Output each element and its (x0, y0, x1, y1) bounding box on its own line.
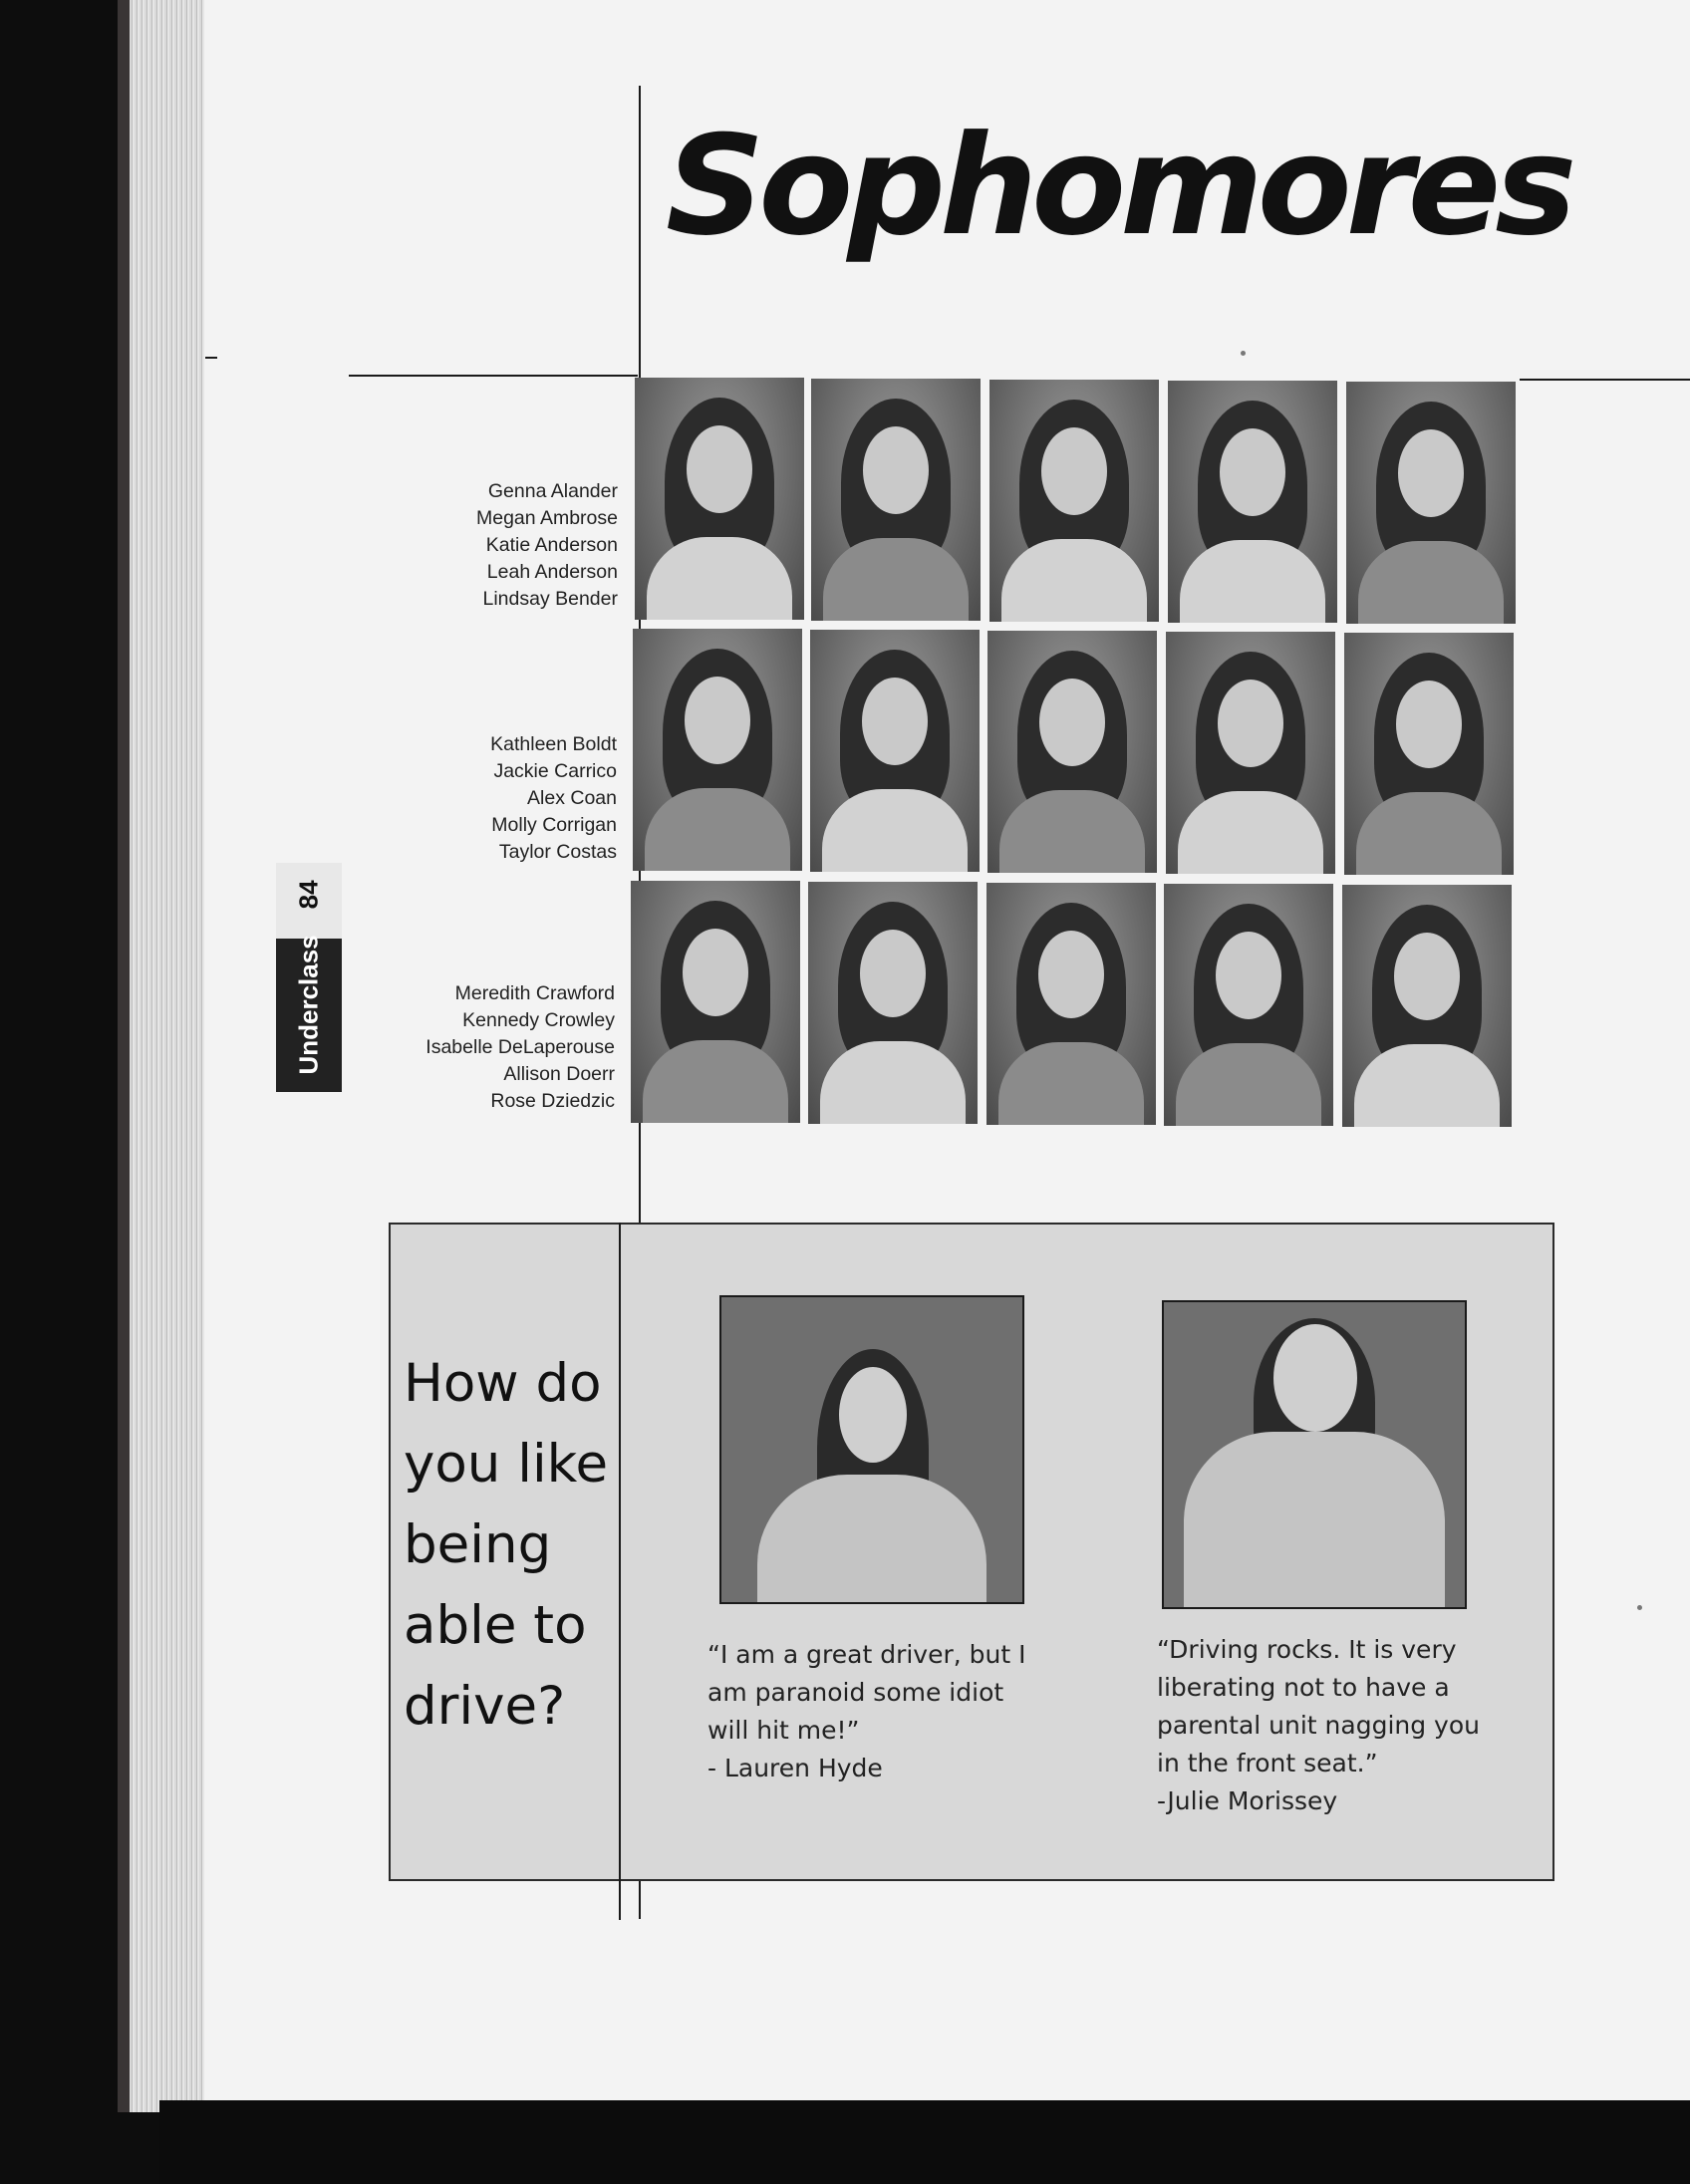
student-portrait (635, 378, 804, 620)
student-name: Megan Ambrose (476, 507, 618, 529)
student-portrait (633, 629, 802, 871)
student-name: Jackie Carrico (493, 760, 617, 782)
page-number: 84 (293, 880, 324, 910)
student-portrait (808, 882, 978, 1124)
student-portrait (1342, 885, 1512, 1127)
student-name: Alex Coan (527, 787, 617, 809)
student-portrait (986, 883, 1156, 1125)
quote-attribution: -Julie Morissey (1157, 1786, 1338, 1815)
quote-text: “Driving rocks. It is very liberating not to have a parental unit nagging you in the front seat.” (1157, 1635, 1480, 1777)
student-portrait (987, 631, 1157, 873)
student-portrait (1344, 633, 1514, 875)
feature-question: How do you like being able to drive? (404, 1353, 609, 1737)
candid-photo-julie-morissey (1162, 1300, 1467, 1609)
student-portrait (1164, 884, 1333, 1126)
candid-photo-lauren-hyde (719, 1295, 1024, 1604)
rule-title-horizontal-right (1520, 379, 1690, 381)
student-name: Meredith Crawford (454, 982, 615, 1004)
quote-text: “I am a great driver, but I am paranoid some idiot will hit me!” (707, 1640, 1026, 1745)
student-portrait (810, 630, 980, 872)
names-row-1 (289, 478, 618, 613)
student-portrait (1166, 632, 1335, 874)
rule-margin-tick (205, 357, 217, 359)
student-name: Genna Alander (487, 480, 618, 502)
student-name: Molly Corrigan (491, 814, 617, 836)
quote-attribution: - Lauren Hyde (707, 1754, 883, 1782)
names-row-2 (288, 731, 617, 866)
student-name: Kathleen Boldt (490, 733, 617, 755)
section-label: Underclass (293, 935, 324, 1075)
student-portrait (1346, 382, 1516, 624)
student-name: Taylor Costas (498, 841, 617, 863)
page-title: Sophomores (666, 106, 1571, 266)
student-name: Leah Anderson (486, 561, 618, 583)
student-portrait (989, 380, 1159, 622)
names-row-3 (286, 980, 615, 1115)
student-portrait (1168, 381, 1337, 623)
speck (1637, 1605, 1642, 1610)
scan-bottom-band (159, 2100, 1690, 2184)
quote-2 (1157, 1631, 1501, 1820)
speck (1241, 351, 1246, 356)
student-name: Rose Dziedzic (490, 1090, 615, 1112)
rule-title-horizontal (349, 375, 638, 377)
student-name: Kennedy Crowley (462, 1009, 615, 1031)
student-name: Allison Doerr (503, 1063, 615, 1085)
student-portrait (631, 881, 800, 1123)
quote-1 (707, 1636, 1051, 1787)
student-name: Lindsay Bender (482, 588, 618, 610)
student-portrait (811, 379, 981, 621)
student-name: Katie Anderson (485, 534, 618, 556)
page-edges (130, 0, 209, 2112)
student-name: Isabelle DeLaperouse (425, 1036, 615, 1058)
